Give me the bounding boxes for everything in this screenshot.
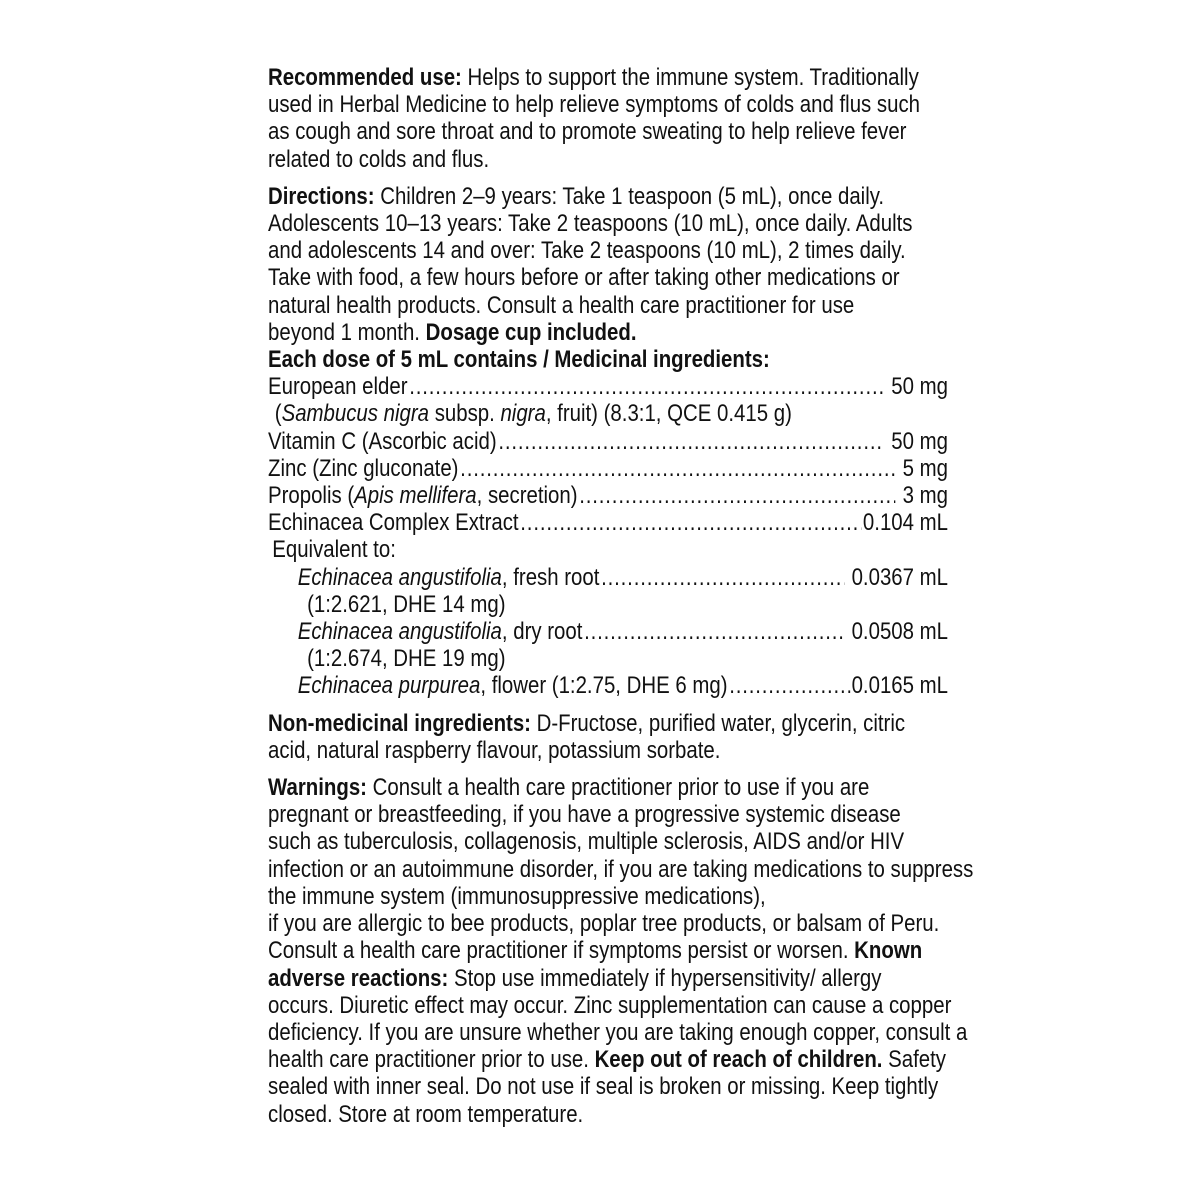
italic-text: nigra xyxy=(500,400,546,428)
text-line xyxy=(268,319,948,346)
text-line xyxy=(268,1018,968,1046)
ingredient-row xyxy=(268,482,948,509)
text-segment: beyond 1 month. xyxy=(268,318,426,346)
text-line xyxy=(268,883,948,910)
bold-label: Keep out of reach of children. xyxy=(594,1046,883,1074)
ingredient-name xyxy=(268,373,408,400)
text-line xyxy=(268,1101,948,1128)
text-segment: (1:2.621, DHE 14 mg) xyxy=(307,590,506,618)
text-segment: natural health products. Consult a health care practitioner for use xyxy=(268,291,855,319)
text-segment: closed. Store at room temperature. xyxy=(268,1100,584,1128)
text-segment: such as tuberculosis, collagenosis, multiple sclerosis, AIDS and/or HIV xyxy=(268,828,905,856)
dot-leader xyxy=(601,564,844,591)
text-segment: Equivalent to: xyxy=(272,536,396,564)
dot-leader xyxy=(579,482,895,509)
italic-text: Echinacea angustifolia xyxy=(297,618,502,646)
text-segment: Children 2–9 years: Take 1 teaspoon (5 mL), once daily. xyxy=(374,182,885,210)
dot-leader xyxy=(584,618,844,645)
text-line xyxy=(268,737,948,764)
ingredient-row xyxy=(268,536,948,563)
ingredient-name xyxy=(298,564,600,591)
ingredient-row xyxy=(268,428,948,455)
text-segment: acid, natural raspberry flavour, potassium sorbate. xyxy=(268,736,721,764)
bold-label: Recommended use: xyxy=(268,64,462,91)
bold-label: Warnings: xyxy=(268,774,367,802)
text-line xyxy=(268,237,948,264)
ingredient-row xyxy=(268,591,948,618)
text-segment: as cough and sore throat and to promote sweating to help relieve fever xyxy=(268,118,907,146)
ingredient-row xyxy=(268,455,948,482)
text-segment: Stop use immediately if hypersensitivity/ allergy xyxy=(448,964,882,992)
text-segment: if you are allergic to bee products, poplar tree products, or balsam of Peru. xyxy=(268,910,940,938)
recommended-use-section xyxy=(268,64,948,173)
text-line xyxy=(268,855,974,883)
text-segment: Consult a health care practitioner prior to use if you are xyxy=(366,774,870,802)
text-segment: Safety xyxy=(882,1046,946,1074)
text-line xyxy=(268,118,948,145)
text-line xyxy=(268,1046,948,1073)
italic-text: Sambucus nigra xyxy=(281,400,430,428)
italic-text: Echinacea purpurea xyxy=(297,672,481,700)
text-segment: related to colds and flus. xyxy=(268,145,490,173)
text-segment: infection or an autoimmune disorder, if you are taking medications to suppress xyxy=(268,855,974,883)
directions-section xyxy=(268,183,948,373)
text-segment: (1:2.674, DHE 19 mg) xyxy=(307,645,506,673)
text-line xyxy=(268,937,948,964)
dot-leader xyxy=(460,455,895,482)
text-line xyxy=(268,346,948,373)
text-segment: ( xyxy=(274,400,282,428)
text-line xyxy=(268,774,948,801)
ingredient-name xyxy=(307,591,505,618)
dot-leader xyxy=(520,509,861,536)
text-line xyxy=(268,183,948,210)
text-segment: occurs. Diuretic effect may occur. Zinc supplementation can cause a copper xyxy=(268,991,952,1019)
text-segment: and adolescents 14 and over: Take 2 teaspoons (10 mL), 2 times daily. xyxy=(268,237,906,265)
non-medicinal-ingredients-section xyxy=(268,710,948,764)
text-line xyxy=(268,292,948,319)
dot-leader xyxy=(409,373,884,400)
bold-label: Dosage cup included. xyxy=(425,318,637,346)
italic-text: Echinacea angustifolia xyxy=(297,563,502,591)
text-line xyxy=(268,210,948,237)
text-line xyxy=(268,1073,948,1100)
text-segment: Echinacea Complex Extract xyxy=(268,509,519,537)
ingredient-name xyxy=(275,400,792,427)
text-segment: Consult a health care practitioner if symptoms persist or worsen. xyxy=(268,937,855,965)
ingredient-row xyxy=(268,373,948,400)
text-line xyxy=(268,991,952,1019)
italic-text: Apis mellifera xyxy=(354,482,477,510)
text-segment: , fresh root xyxy=(501,563,600,591)
ingredient-row xyxy=(268,645,948,672)
ingredient-name xyxy=(272,536,396,563)
ingredient-name xyxy=(298,618,583,645)
ingredient-amount: 5 mg xyxy=(896,454,948,482)
text-segment: the immune system (immunosuppressive medications), xyxy=(268,882,766,910)
text-line xyxy=(268,910,948,937)
text-line xyxy=(268,91,948,118)
ingredient-amount: 0.0367 mL xyxy=(845,563,948,591)
ingredient-name xyxy=(298,672,728,699)
text-segment: used in Herbal Medicine to help relieve symptoms of colds and flus such xyxy=(268,91,921,119)
text-segment: pregnant or breastfeeding, if you have a progressive systemic disease xyxy=(268,801,901,829)
bold-label: Known xyxy=(854,937,923,965)
ingredient-row xyxy=(268,400,948,427)
text-line xyxy=(268,828,948,855)
text-line xyxy=(268,710,948,737)
ingredient-amount: 50 mg xyxy=(885,373,948,401)
medicinal-ingredients-table xyxy=(268,373,948,699)
ingredient-row xyxy=(268,618,948,645)
ingredient-amount: 50 mg xyxy=(885,427,948,455)
text-line xyxy=(268,801,948,828)
ingredient-row xyxy=(268,564,948,591)
text-segment: health care practitioner prior to use. xyxy=(268,1046,595,1074)
text-segment: , fruit) (8.3:1, QCE 0.415 g) xyxy=(545,400,792,428)
text-segment: Adolescents 10–13 years: Take 2 teaspoons (10 mL), once daily. Adults xyxy=(268,210,913,238)
text-segment: , flower (1:2.75, DHE 6 mg) xyxy=(480,672,728,700)
ingredient-name xyxy=(268,428,497,455)
ingredient-name xyxy=(268,455,458,482)
product-label-text xyxy=(268,64,974,1138)
text-line xyxy=(268,965,948,992)
ingredient-amount: 0.0508 mL xyxy=(845,618,948,646)
text-line xyxy=(268,264,948,291)
text-segment: Helps to support the immune system. Traditionally xyxy=(461,64,919,91)
dot-leader xyxy=(498,428,884,455)
text-segment: Vitamin C (Ascorbic acid) xyxy=(268,427,497,455)
text-segment: D-Fructose, purified water, glycerin, citric xyxy=(530,709,906,737)
ingredient-row xyxy=(268,672,948,699)
bold-label: Each dose of 5 mL contains / Medicinal ingredients: xyxy=(268,346,770,374)
text-segment: Zinc (Zinc gluconate) xyxy=(268,454,459,482)
bold-label: Directions: xyxy=(268,182,375,210)
text-line xyxy=(268,146,948,173)
text-segment: sealed with inner seal. Do not use if seal is broken or missing. Keep tightly xyxy=(268,1073,939,1101)
text-segment: , dry root xyxy=(501,618,583,646)
bold-label: adverse reactions: xyxy=(268,964,449,992)
text-segment: subsp. xyxy=(429,400,501,428)
text-segment: Propolis ( xyxy=(268,482,355,510)
text-line xyxy=(268,64,948,91)
text-segment: deficiency. If you are unsure whether you are taking enough copper, consult a xyxy=(268,1018,968,1046)
ingredient-name xyxy=(268,509,519,536)
ingredient-amount: 0.0165 mL xyxy=(851,672,948,700)
ingredient-name xyxy=(268,482,578,509)
ingredient-row xyxy=(268,509,948,536)
ingredient-amount: 0.104 mL xyxy=(862,509,948,537)
warnings-section xyxy=(268,774,974,1128)
text-segment: European elder xyxy=(268,373,408,401)
text-segment: Take with food, a few hours before or after taking other medications or xyxy=(268,264,900,292)
ingredient-name xyxy=(307,645,505,672)
bold-label: Non-medicinal ingredients: xyxy=(268,709,531,737)
dot-leader xyxy=(729,672,850,699)
ingredient-amount: 3 mg xyxy=(896,482,948,510)
text-segment: , secretion) xyxy=(476,482,578,510)
